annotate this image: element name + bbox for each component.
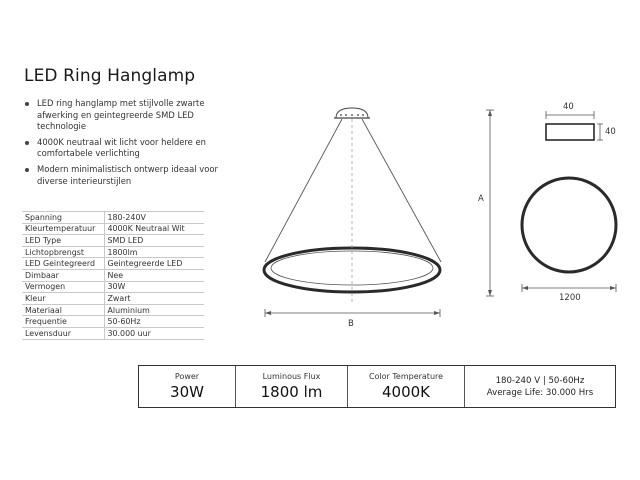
spec-value: 1800lm — [104, 246, 204, 258]
power-label: Power — [174, 372, 200, 381]
spec-value: Geintegreerde LED — [104, 258, 204, 270]
spec-value: 4000K Neutraal Wit — [104, 223, 204, 235]
product-title: LED Ring Hanglamp — [24, 66, 196, 86]
spec-key: Materiaal — [22, 304, 104, 316]
feature-item: LED ring hanglamp met stijlvolle zwarte afwerking en geintegreerde SMD LED technologie — [24, 98, 224, 133]
feature-item: Modern minimalistisch ontwerp ideaal voor diverse interieurstijlen — [24, 164, 224, 187]
power-value: 30W — [170, 383, 204, 401]
spec-key: LED Type — [22, 235, 104, 247]
spec-key: Frequentie — [22, 316, 104, 328]
key-specs-bar — [138, 365, 616, 408]
profile-section — [546, 124, 594, 140]
flux-label: Luminous Flux — [262, 372, 321, 381]
spec-key: LED Geintegreerd — [22, 258, 104, 270]
spec-key: Vermogen — [22, 281, 104, 293]
feature-item: 4000K neutraal wit licht voor heldere en comfortabele verlichting — [24, 137, 224, 160]
dimension-b-label: B — [348, 319, 354, 329]
cct-cell — [348, 366, 465, 407]
spec-value: Zwart — [104, 293, 204, 305]
spec-key: Dimbaar — [22, 269, 104, 281]
voltage-life-cell — [465, 366, 615, 407]
flux-cell — [236, 366, 348, 407]
spec-value: 30.000 uur — [104, 327, 204, 339]
profile-height-label: 40 — [605, 127, 616, 137]
ring-diameter-label: 1200 — [559, 293, 581, 303]
suspension-cable-right — [362, 119, 441, 262]
spec-value: Aluminium — [104, 304, 204, 316]
profile-width-label: 40 — [563, 102, 574, 112]
spec-value: 30W — [104, 281, 204, 293]
flux-value: 1800 lm — [260, 383, 323, 401]
spec-key: Kleur — [22, 293, 104, 305]
spec-key: Kleurtemperatuur — [22, 223, 104, 235]
cct-value: 4000K — [381, 383, 430, 401]
dimension-a-label: A — [478, 194, 484, 204]
spec-key: Spanning — [22, 212, 104, 224]
ring-top-view — [522, 178, 616, 272]
spec-value: 50-60Hz — [104, 316, 204, 328]
spec-value: Nee — [104, 269, 204, 281]
ceiling-canopy — [336, 108, 368, 118]
spec-value: 180-240V — [104, 212, 204, 224]
suspension-cable-left — [265, 119, 342, 262]
voltage-frequency: 180-240 V | 50-60Hz — [495, 375, 585, 386]
spec-value: SMD LED — [104, 235, 204, 247]
spec-key: Levensduur — [22, 327, 104, 339]
cct-label: Color Temperature — [368, 372, 444, 381]
power-cell — [139, 366, 236, 407]
average-life: Average Life: 30.000 Hrs — [486, 387, 594, 398]
ring-pendant-inner — [271, 251, 433, 285]
spec-key: Lichtopbrengst — [22, 246, 104, 258]
